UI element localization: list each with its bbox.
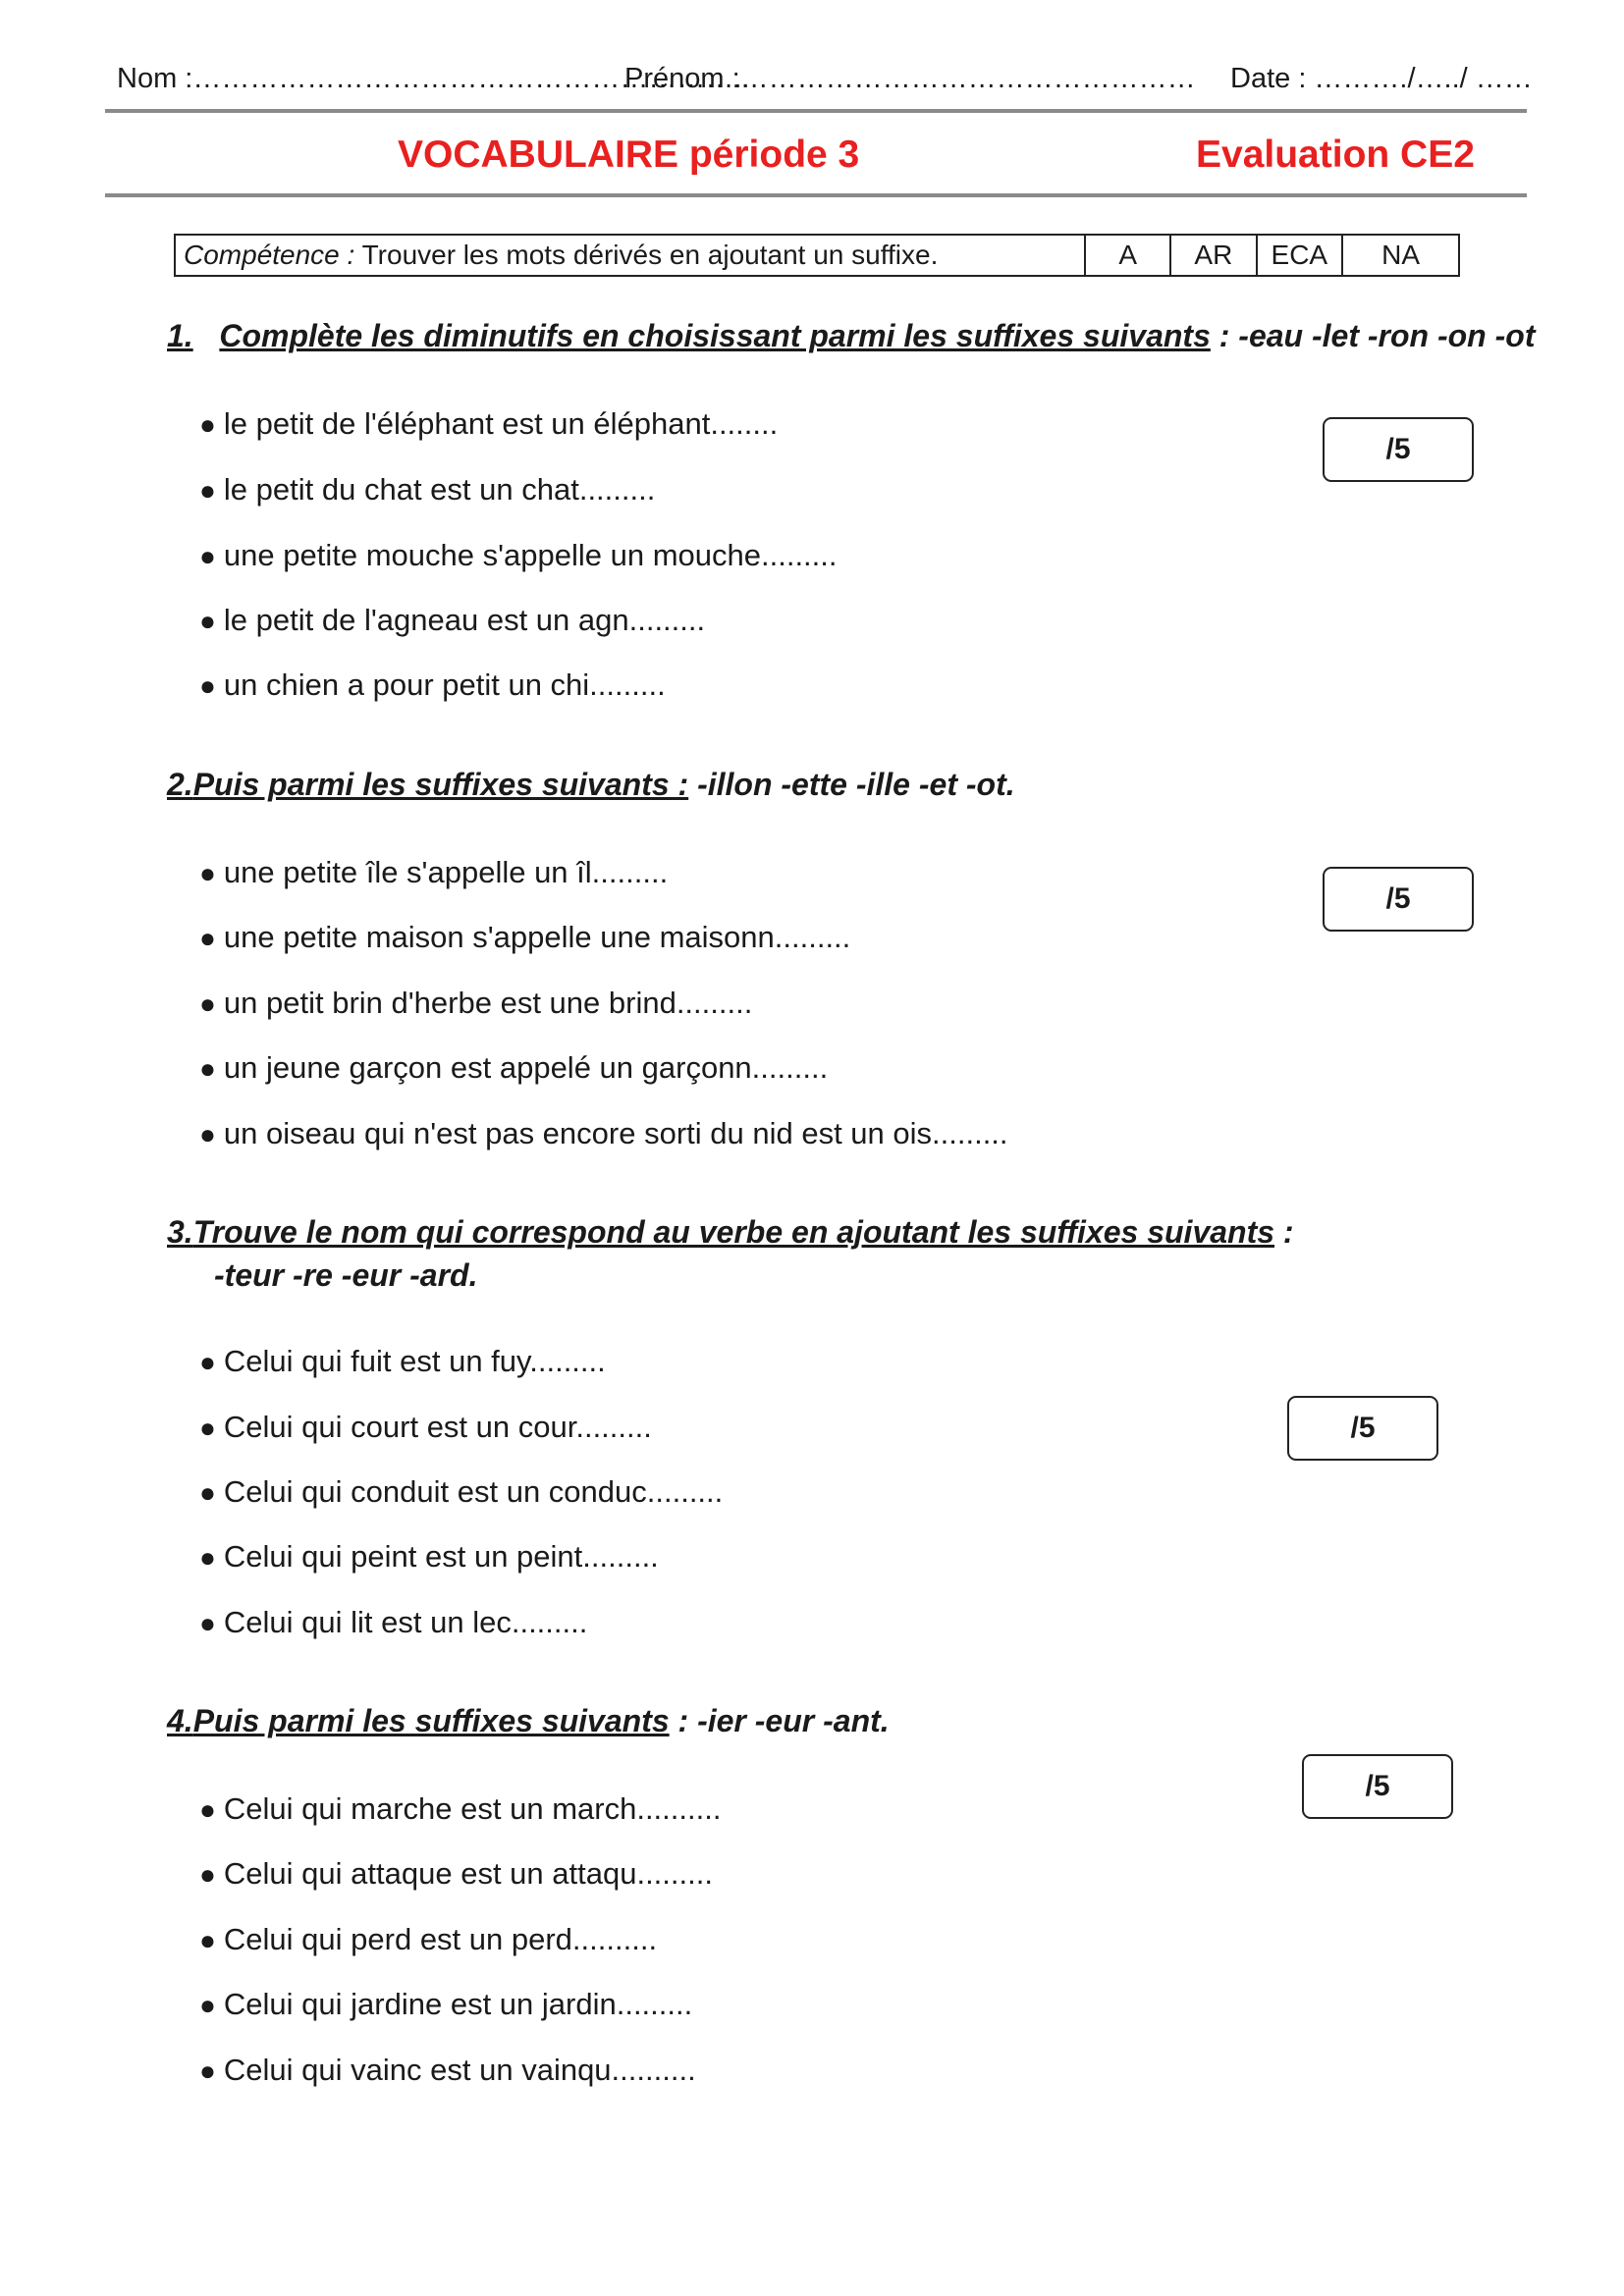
list-item: ● un chien a pour petit un chi.........: [199, 667, 666, 702]
list-item-text: une petite île s'appelle un îl.........: [223, 855, 669, 889]
exercise-3-instruction: [167, 1214, 1294, 1251]
date-field[interactable]: Date : ………./…../ ……: [1230, 63, 1533, 94]
exercise-suffixes: -illon -ette -ille -et -ot.: [688, 767, 1015, 802]
score-box-2[interactable]: [1323, 867, 1474, 932]
exercise-4-instruction: [167, 1703, 890, 1739]
list-item: ● Celui qui lit est un lec.........: [199, 1605, 588, 1639]
header-divider: [105, 109, 1527, 113]
exercise-number: 2.: [167, 767, 193, 802]
competence-text: Trouver les mots dérivés en ajoutant un suffixe.: [354, 240, 939, 270]
exercise-3-suffixes: -teur -re -eur -ard.: [214, 1257, 478, 1293]
list-item: ● Celui qui jardine est un jardin.........: [199, 1987, 693, 2021]
exercise-instruction-text: Puis parmi les suffixes suivants: [192, 1703, 670, 1738]
list-item-text: une petite maison s'appelle une maisonn.........: [223, 920, 851, 954]
list-item-text: Celui qui lit est un lec.........: [223, 1605, 588, 1639]
list-item: ● Celui qui attaque est un attaqu.........: [199, 1856, 713, 1891]
score-label: /5: [1365, 1770, 1390, 1802]
exercise-suffixes: : -eau -let -ron -on -ot: [1210, 318, 1536, 353]
exercise-suffixes: :: [1274, 1214, 1294, 1250]
list-item: ● une petite maison s'appelle une maisonn.........: [199, 920, 851, 954]
exercise-suffixes: : -ier -eur -ant.: [669, 1703, 890, 1738]
list-item-text: Celui qui jardine est un jardin.........: [223, 1987, 693, 2021]
list-item: ● Celui qui fuit est un fuy.........: [199, 1344, 606, 1378]
competence-table: [174, 234, 1460, 277]
list-item: ● un jeune garçon est appelé un garçonn.........: [199, 1050, 829, 1085]
list-item: ● Celui qui court est un cour.........: [199, 1410, 652, 1444]
list-item: ● un oiseau qui n'est pas encore sorti du nid est un ois.........: [199, 1116, 1008, 1150]
score-box-4[interactable]: [1302, 1754, 1453, 1819]
competence-cell: [175, 235, 1085, 276]
list-item: ● une petite île s'appelle un îl.........: [199, 855, 669, 889]
level-eca[interactable]: ECA: [1257, 235, 1343, 276]
list-item-text: une petite mouche s'appelle un mouche.........: [223, 538, 838, 572]
list-item-text: Celui qui court est un cour.........: [223, 1410, 652, 1444]
list-item-text: Celui qui vainc est un vainqu..........: [223, 2053, 696, 2087]
list-item: ● Celui qui vainc est un vainqu..........: [199, 2053, 696, 2087]
list-item-text: Celui qui peint est un peint.........: [223, 1539, 659, 1574]
exercise-instruction-text: Trouve le nom qui correspond au verbe en ajoutant les suffixes suivants: [192, 1214, 1275, 1250]
list-item-text: Celui qui attaque est un attaqu.........: [223, 1856, 713, 1891]
list-item-text: Celui qui conduit est un conduc.........: [223, 1474, 724, 1509]
firstname-field[interactable]: Prénom :…………………………………………: [624, 63, 1196, 94]
list-item: ● le petit du chat est un chat.........: [199, 472, 656, 507]
competence-label: Compétence :: [184, 240, 355, 270]
list-item: ● Celui qui conduit est un conduc.........: [199, 1474, 724, 1509]
score-box-1[interactable]: [1323, 417, 1474, 482]
score-label: /5: [1385, 882, 1411, 915]
exercise-number: 1.: [167, 318, 193, 353]
list-item-text: le petit du chat est un chat.........: [223, 472, 656, 507]
list-item-text: le petit de l'agneau est un agn.........: [223, 603, 706, 637]
list-item: ● Celui qui marche est un march..........: [199, 1791, 722, 1826]
exercise-number: 4.: [167, 1703, 193, 1738]
list-item-text: le petit de l'éléphant est un éléphant........: [223, 406, 779, 441]
exercise-1-instruction: [167, 318, 1535, 354]
score-label: /5: [1350, 1412, 1376, 1444]
list-item-text: un jeune garçon est appelé un garçonn.........: [223, 1050, 829, 1085]
level-ar[interactable]: AR: [1170, 235, 1256, 276]
evaluation-label: Evaluation CE2: [1196, 133, 1475, 176]
exercise-instruction-text: Complète les diminutifs en choisissant parmi les suffixes suivants: [219, 318, 1211, 353]
list-item-text: un chien a pour petit un chi.........: [223, 667, 666, 702]
list-item-text: Celui qui marche est un march..........: [223, 1791, 722, 1826]
exercise-instruction-text: Puis parmi les suffixes suivants :: [192, 767, 689, 802]
list-item-text: Celui qui perd est un perd..........: [223, 1922, 658, 1956]
list-item-text: un petit brin d'herbe est une brind.........: [223, 986, 753, 1020]
page-title: VOCABULAIRE période 3: [398, 133, 860, 176]
name-field[interactable]: Nom :…………………………………………………..: [117, 63, 750, 94]
exercise-2-instruction: [167, 767, 1015, 803]
list-item: ● Celui qui peint est un peint.........: [199, 1539, 659, 1574]
list-item-text: un oiseau qui n'est pas encore sorti du nid est un ois.........: [223, 1116, 1008, 1150]
list-item: ● une petite mouche s'appelle un mouche.........: [199, 538, 838, 572]
exercise-number: 3.: [167, 1214, 193, 1250]
level-na[interactable]: NA: [1342, 235, 1459, 276]
title-divider: [105, 193, 1527, 197]
list-item: ● le petit de l'éléphant est un éléphant........: [199, 406, 779, 441]
list-item: ● Celui qui perd est un perd..........: [199, 1922, 658, 1956]
list-item-text: Celui qui fuit est un fuy.........: [223, 1344, 606, 1378]
list-item: ● un petit brin d'herbe est une brind.........: [199, 986, 753, 1020]
list-item: ● le petit de l'agneau est un agn.........: [199, 603, 706, 637]
score-label: /5: [1385, 433, 1411, 465]
level-a[interactable]: A: [1085, 235, 1170, 276]
score-box-3[interactable]: [1287, 1396, 1438, 1461]
